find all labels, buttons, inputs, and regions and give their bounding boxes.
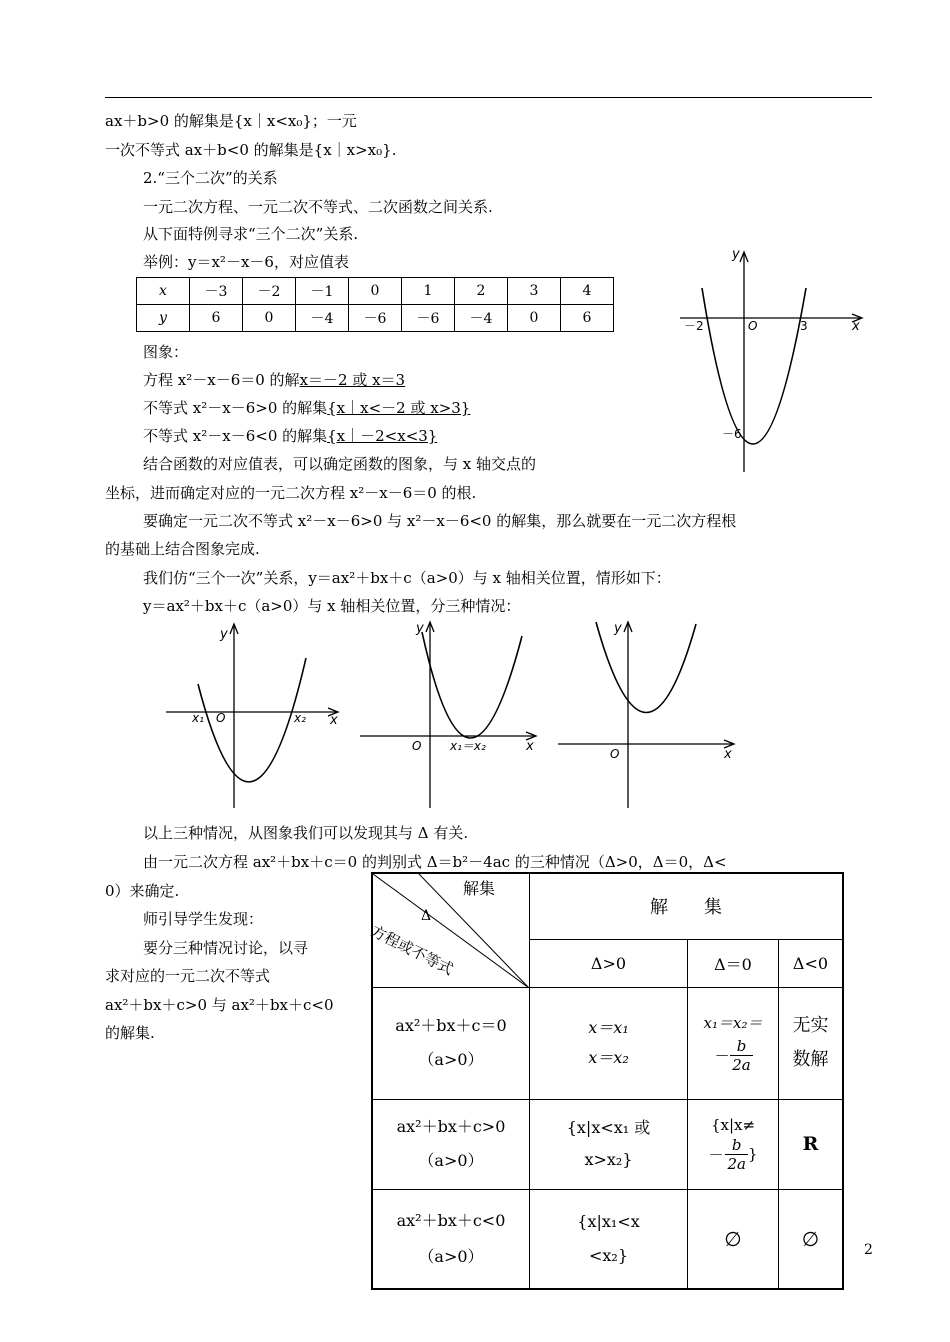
text-line: 要分三种情况讨论，以寻	[143, 939, 309, 957]
row-label: ax²＋bx＋c＝0	[395, 1016, 507, 1035]
table-cell: －6	[402, 305, 455, 332]
table-title-cell: 解 集	[530, 873, 844, 939]
row-label: ax²＋bx＋c<0	[396, 1210, 506, 1230]
text-line: ax²＋bx＋c>0 与 ax²＋bx＋c<0	[105, 996, 334, 1014]
root-label-neg2: －2	[684, 319, 704, 333]
fraction-numerator: b	[730, 1037, 753, 1056]
axis-label-y: y	[416, 621, 424, 636]
text-part: 不等式 x²－x－6<0 的解集	[143, 427, 328, 445]
table-cell: －3	[190, 278, 243, 305]
row-label-condition: （a>0）	[418, 1246, 484, 1266]
minus-sign: －	[708, 1145, 724, 1164]
header-delta: Δ	[421, 908, 432, 924]
vertex-label-neg6: －6	[722, 427, 742, 441]
table-cell: 1	[402, 278, 455, 305]
text-line: 以上三种情况，从图象我们可以发现其与 Δ 有关.	[143, 824, 469, 842]
fraction-denominator: 2a	[727, 1154, 746, 1173]
table-cell: －6	[349, 305, 402, 332]
axis-label-y: y	[614, 621, 622, 636]
table-cell: 4	[561, 278, 614, 305]
cell-line: {x|x₁<x	[577, 1211, 640, 1231]
text-line	[143, 369, 405, 390]
cell-line: <x₂}	[588, 1245, 629, 1265]
solution-table	[367, 872, 844, 1290]
table-row-less	[372, 1189, 843, 1289]
table-row-greater	[372, 1099, 843, 1189]
column-header-delta-gt-0: Δ>0	[530, 939, 688, 987]
origin-label: O	[216, 711, 226, 725]
minus-sign: －	[713, 1047, 729, 1065]
root-label-x2: x₂	[294, 711, 306, 725]
axis-label-x: x	[724, 747, 732, 762]
table-cell: 3	[508, 278, 561, 305]
table-row-y	[137, 305, 614, 332]
three-cases-graphs	[160, 612, 750, 812]
table-cell: －2	[243, 278, 296, 305]
row-label-condition: （a>0）	[418, 1151, 484, 1170]
value-table	[136, 277, 614, 332]
table-cell: 0	[508, 305, 561, 332]
underlined-answer: {x｜－2<x<3}	[327, 427, 438, 445]
cell-line: {x|x<x₁ 或	[566, 1118, 651, 1137]
text-line: 举例：y＝x²－x－6，对应值表	[143, 253, 349, 271]
text-line: 要确定一元二次不等式 x²－x－6>0 与 x²－x－6<0 的解集，那么就要在一元二次方程根	[143, 512, 737, 530]
table-cell: 6	[561, 305, 614, 332]
fraction-numerator: b	[725, 1136, 748, 1155]
fraction	[730, 1037, 753, 1074]
cell-line: x₁＝x₂＝	[703, 1014, 763, 1032]
case-double-root-graph	[360, 621, 536, 808]
table-header-row	[372, 873, 843, 939]
underlined-answer: x＝－2 或 x＝3	[299, 371, 406, 389]
empty-set-cell: ∅	[688, 1189, 779, 1289]
diagonal-header-cell	[367, 873, 530, 987]
row-label-condition: （a>0）	[418, 1050, 484, 1069]
text-line: 的解集.	[105, 1024, 155, 1042]
table-cell	[688, 987, 779, 1099]
table-cell: －4	[296, 305, 349, 332]
text-line: 一次不等式 ax＋b<0 的解集是{x｜x>x₀}.	[105, 141, 397, 159]
table-cell: 0	[349, 278, 402, 305]
origin-label: O	[412, 739, 422, 753]
section-heading: 2.“三个二次”的关系	[143, 169, 278, 187]
fraction-denominator: 2a	[732, 1056, 751, 1074]
text-line: 求对应的一元二次不等式	[105, 967, 271, 985]
fraction-line	[688, 1136, 778, 1173]
table-cell: －1	[296, 278, 349, 305]
double-root-label: x₁＝x₂	[450, 739, 486, 753]
text-line	[143, 425, 437, 446]
table-row-equation	[372, 987, 843, 1099]
header-solution-set: 解集	[463, 879, 496, 898]
parabola-curve	[422, 632, 522, 738]
fraction-line	[688, 1037, 778, 1074]
row-label-cell	[372, 987, 530, 1099]
closing-brace: }	[747, 1145, 758, 1163]
table-row-x	[137, 278, 614, 305]
table-cell: 6	[190, 305, 243, 332]
text-line: ax＋b>0 的解集是{x｜x<x₀}；一元	[105, 112, 357, 130]
cell-line: x＝x₂	[588, 1048, 629, 1067]
parabola-curve	[702, 288, 806, 444]
text-line: 从下面特例寻求“三个二次”关系.	[143, 225, 359, 243]
text-line: 坐标，进而确定对应的一元二次方程 x²－x－6＝0 的根.	[105, 484, 477, 502]
row-label-cell	[372, 1189, 530, 1289]
text-part: 不等式 x²－x－6>0 的解集	[143, 399, 328, 417]
case-no-roots-graph	[558, 621, 734, 808]
text-line: 的基础上结合图象完成.	[105, 540, 260, 558]
table-cell	[779, 987, 844, 1099]
table-cell	[530, 987, 688, 1099]
cell-line: x＝x₁	[588, 1018, 629, 1037]
cell-line: {x|x≠	[710, 1115, 756, 1134]
origin-label: O	[610, 747, 620, 761]
axis-label-y: y	[220, 627, 228, 642]
parabola-curve	[596, 622, 696, 713]
empty-set-cell: ∅	[779, 1189, 844, 1289]
parabola-curve	[198, 658, 306, 782]
text-line: y＝ax²＋bx＋c（a>0）与 x 轴相关位置，分三种情况：	[143, 597, 521, 615]
column-header-delta-eq-0: Δ＝0	[688, 939, 779, 987]
text-line: 0）来确定.	[105, 882, 180, 900]
table-cell	[688, 1099, 779, 1189]
table-cell-real-numbers: R	[779, 1099, 844, 1189]
table-cell: y	[137, 305, 190, 332]
cell-line: 无实	[792, 1015, 829, 1036]
text-line: 师引导学生发现：	[143, 910, 264, 928]
axis-label-x: x	[330, 713, 338, 728]
text-line: 结合函数的对应值表，可以确定函数的图象，与 x 轴交点的	[143, 455, 536, 473]
text-line	[143, 397, 470, 418]
text-part: 方程 x²－x－6＝0 的解	[143, 371, 300, 389]
origin-label: O	[748, 319, 758, 333]
axis-label-x: x	[526, 739, 534, 754]
axis-label-y: y	[732, 247, 740, 262]
text-line: 我们仿“三个一次”关系，y＝ax²＋bx＋c（a>0）与 x 轴相关位置，情形如下：	[143, 569, 671, 587]
underlined-answer: {x｜x<－2 或 x>3}	[327, 399, 471, 417]
axis-label-x: x	[852, 319, 860, 334]
table-cell: x	[137, 278, 190, 305]
fraction	[725, 1136, 748, 1173]
parabola-graph	[672, 240, 872, 476]
case-two-roots-graph	[166, 624, 338, 808]
text-line: 一元二次方程、一元二次不等式、二次函数之间关系.	[143, 198, 493, 216]
header-rule	[105, 97, 872, 98]
table-cell: 2	[455, 278, 508, 305]
root-label-x1: x₁	[192, 711, 204, 725]
table-cell	[530, 1099, 688, 1189]
cell-line: x>x₂}	[584, 1150, 633, 1169]
cell-line: 数解	[792, 1049, 829, 1070]
row-label-cell	[372, 1099, 530, 1189]
table-cell	[530, 1189, 688, 1289]
text-line: 图象：	[143, 343, 189, 361]
page-number: 2	[864, 1242, 873, 1258]
header-eq-or-ineq: 方程或不等式	[367, 921, 457, 979]
column-header-delta-lt-0: Δ<0	[779, 939, 844, 987]
table-cell: 0	[243, 305, 296, 332]
root-label-3: 3	[800, 319, 808, 333]
row-label: ax²＋bx＋c>0	[396, 1117, 506, 1136]
table-cell: －4	[455, 305, 508, 332]
text-line: 由一元二次方程 ax²＋bx＋c＝0 的判别式 Δ＝b²－4ac 的三种情况（Δ>0，Δ＝0，Δ<	[143, 853, 727, 871]
